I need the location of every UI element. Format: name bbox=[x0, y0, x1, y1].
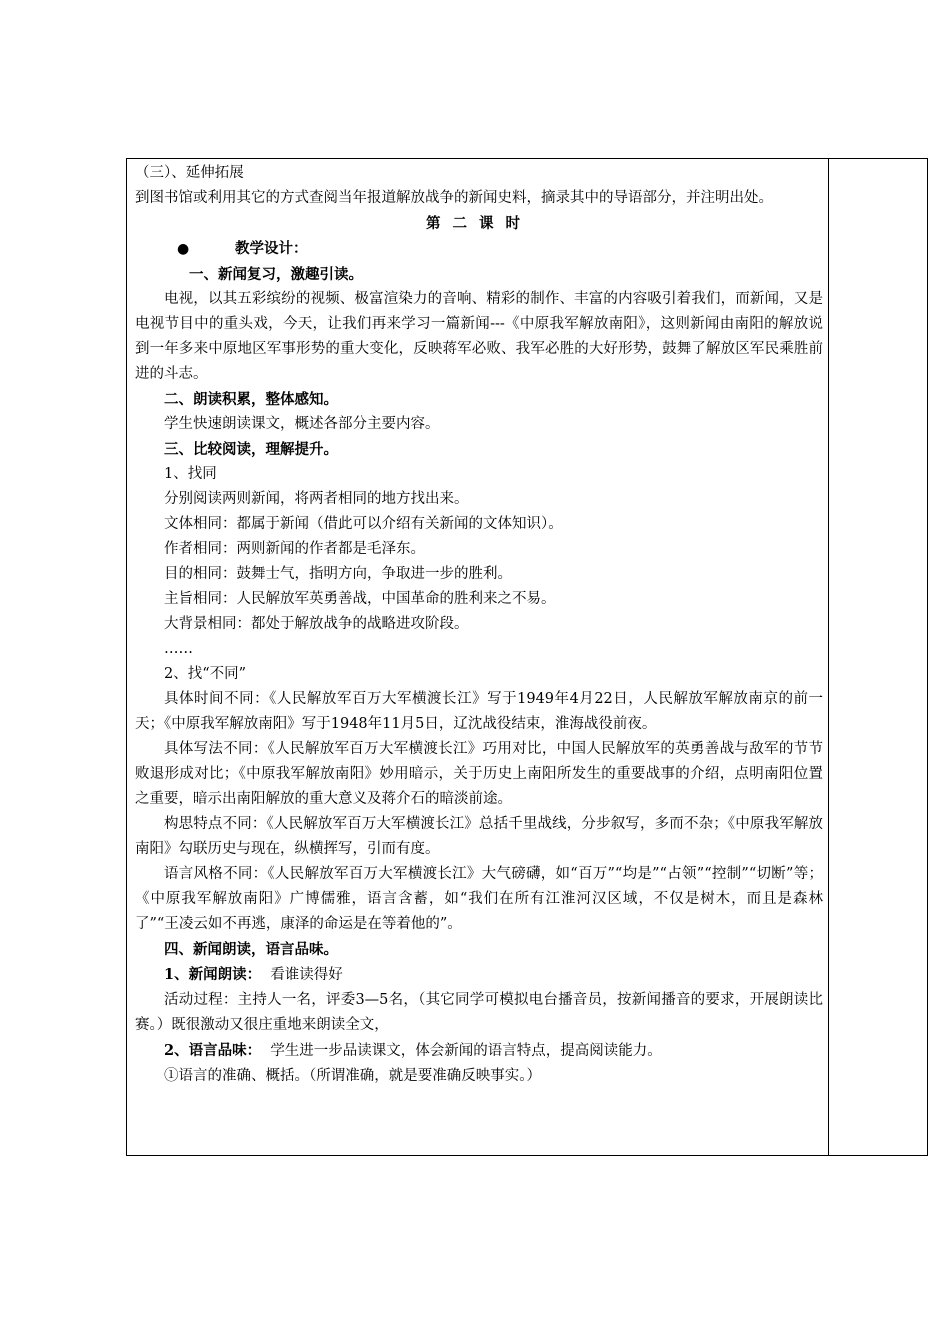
same-item: 目的相同：鼓舞士气，指明方向，争取进一步的胜利。 bbox=[164, 566, 512, 582]
same-item: 作者相同：两则新闻的作者都是毛泽东。 bbox=[164, 541, 425, 557]
part3-sub1: 1、找同 bbox=[164, 466, 217, 482]
item1-label: 1、新闻朗读： bbox=[164, 966, 262, 983]
item1-text: 看谁读得好 bbox=[270, 967, 343, 983]
item1-detail: 活动过程：主持人一名，评委3—5名，（其它同学可模拟电台播音员，按新闻播音的要求，开展朗读比赛。）既很激动又很庄重地来朗读全文， bbox=[135, 992, 823, 1033]
part3-sub2: 2、找“不同” bbox=[164, 666, 247, 682]
ellipsis: …… bbox=[164, 641, 193, 657]
lesson-table-side-cell bbox=[828, 158, 928, 1156]
diff-item: 语言风格不同：《人民解放军百万大军横渡长江》大气磅礴，如“百万”“均是”“占领”“控制”“切断”等；《中原我军解放南阳》广博儒雅，语言含蓄，如“我们在所有江淮河汉区域，不仅是树木，而且是森林了”“王凌云如不再逃，康泽的命运是在等着他的”。 bbox=[135, 866, 823, 932]
lesson-table-main-cell bbox=[126, 158, 829, 1156]
lesson-content bbox=[135, 161, 823, 1089]
part4-item2 bbox=[135, 1038, 823, 1064]
part1-heading: 一、新闻复习，激趣引读。 bbox=[189, 266, 363, 283]
extension-heading: （三）、延伸拓展 bbox=[135, 165, 244, 181]
diff-item: 构思特点不同：《人民解放军百万大军横渡长江》总括千里战线，分步叙写，多而不杂；《中原我军解放南阳》勾联历史与现在，纵横挥写，引而有度。 bbox=[135, 816, 823, 857]
extension-text: 到图书馆或利用其它的方式查阅当年报道解放战争的新闻史料，摘录其中的导语部分，并注明出处。 bbox=[135, 190, 773, 206]
bullet-icon: ● bbox=[177, 241, 190, 257]
same-item: 文体相同：都属于新闻（借此可以介绍有关新闻的文体知识）。 bbox=[164, 516, 563, 532]
part2-text: 学生快速朗读课文，概述各部分主要内容。 bbox=[164, 416, 440, 432]
diff-item: 具体时间不同：《人民解放军百万大军横渡长江》写于1949年4月22日，人民解放军解放南京的前一天；《中原我军解放南阳》写于1948年11月5日，辽沈战役结束，淮海战役前夜。 bbox=[135, 691, 823, 732]
part3-heading: 三、比较阅读，理解提升。 bbox=[164, 441, 338, 458]
same-item: 大背景相同：都处于解放战争的战略进攻阶段。 bbox=[164, 616, 469, 632]
part4-heading: 四、新闻朗读，语言品味。 bbox=[164, 941, 338, 958]
design-label: 教学设计： bbox=[235, 240, 308, 257]
part4-item1 bbox=[135, 962, 823, 988]
part2-heading: 二、朗读积累，整体感知。 bbox=[164, 391, 338, 408]
part3-sub1-intro: 分别阅读两则新闻，将两者相同的地方找出来。 bbox=[164, 491, 469, 507]
lesson-title: 第二课时 bbox=[426, 215, 532, 232]
point1: ①语言的准确、概括。（所谓准确，就是要准确反映事实。） bbox=[164, 1068, 541, 1084]
part1-text: 电视，以其五彩缤纷的视频、极富渲染力的音响、精彩的制作、丰富的内容吸引着我们，而新闻，又是电视节目中的重头戏，今天，让我们再来学习一篇新闻---《中原我军解放南阳》，这则新闻由南阳的解放说到一年多来中原地区军事形势的重大变化，反映蒋军必败、我军必胜的大好形势，鼓舞了解放区军民乘胜前进的斗志。 bbox=[135, 291, 823, 382]
design-line bbox=[135, 236, 823, 262]
item2-text: 学生进一步品读课文，体会新闻的语言特点，提高阅读能力。 bbox=[270, 1043, 662, 1059]
same-item: 主旨相同：人民解放军英勇善战，中国革命的胜利来之不易。 bbox=[164, 591, 556, 607]
item2-label: 2、语言品味： bbox=[164, 1042, 262, 1059]
diff-item: 具体写法不同：《人民解放军百万大军横渡长江》巧用对比，中国人民解放军的英勇善战与敌军的节节败退形成对比；《中原我军解放南阳》妙用暗示，关于历史上南阳所发生的重要战事的介绍，点明南阳位置之重要，暗示出南阳解放的重大意义及蒋介石的暗淡前途。 bbox=[135, 741, 823, 807]
